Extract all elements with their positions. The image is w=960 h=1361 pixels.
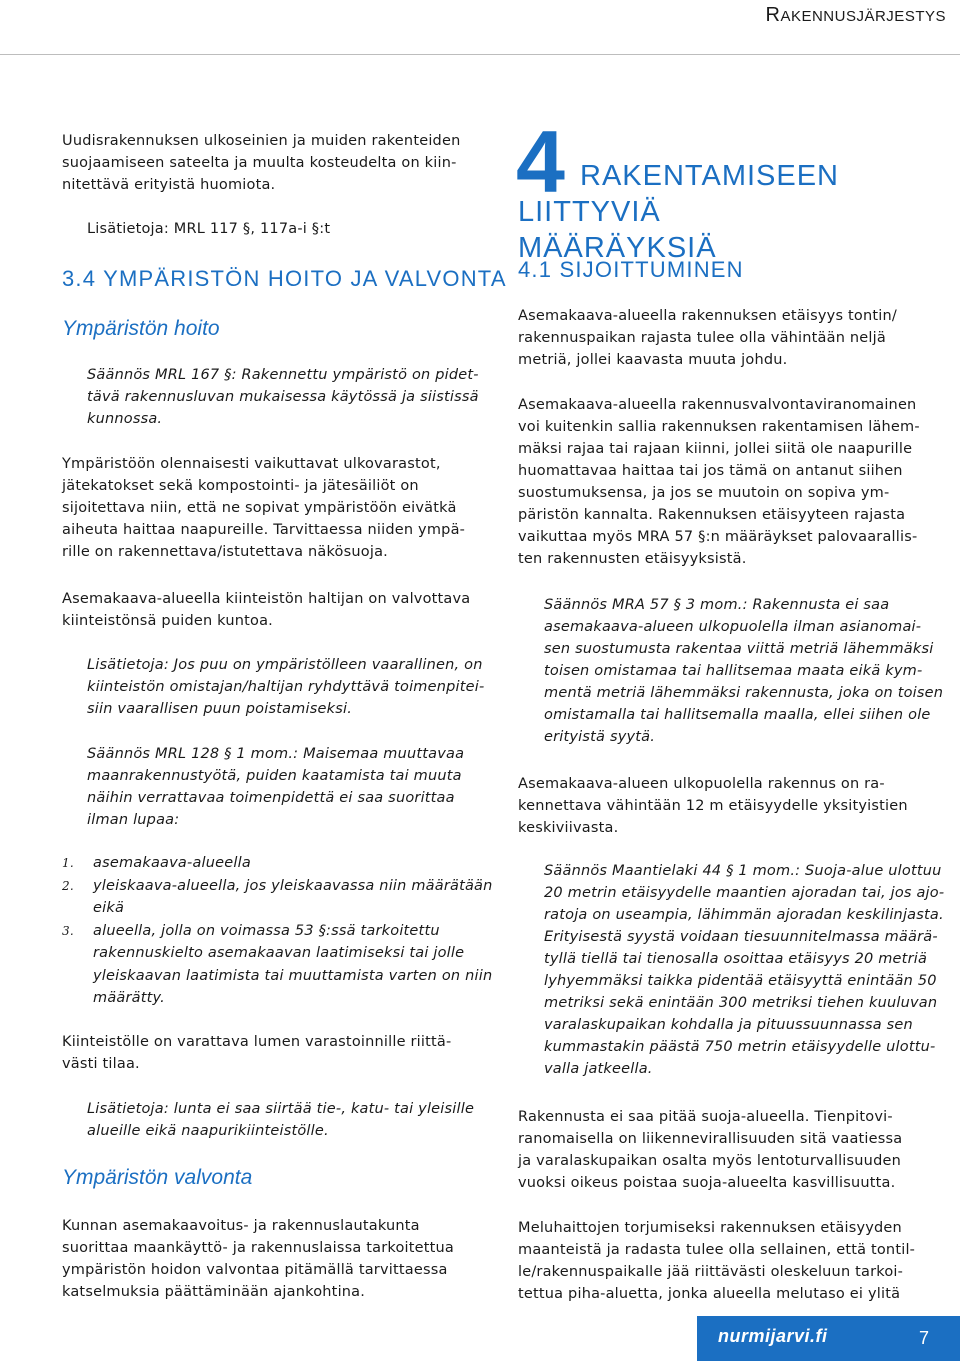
info-moisture: Lisätietoja: MRL 117 §, 117a-i §:t bbox=[87, 221, 331, 237]
paragraph-protection-zone: Rakennusta ei saa pitää suoja-alueella. Tienpitovi- ranomaisella on liikennevirallisuuden sitä vaatiessa ja varalaskupaikan osalta myös lentoturvallisuuden vuoksi oikeus poistaa suoja-alueelta kasvillisuutta. bbox=[518, 1109, 903, 1191]
section-heading-3-4: 3.4 YMPÄRISTÖN HOITO JA VALVONTA bbox=[62, 266, 507, 291]
paragraph-supervision: Kunnan asemakaavoitus- ja rakennuslautakunta suorittaa maankäyttö- ja rakennuslaissa tarkoitettua ympäristön hoidon valvontaa pitämällä tarvittaessa katselmuksia päättäminään ajankohtina. bbox=[62, 1218, 455, 1300]
chapter-title: RAKENTAMISEEN LIITTYVIÄ MÄÄRÄYKSIÄ bbox=[518, 160, 840, 264]
paragraph-building-control: Asemakaava-alueella rakennusvalvontaviranomainen voi kuitenkin sallia rakennuksen rakentamisen lähem- mäksi rajaa tai rajaan kiinni, jollei siitä ole naapurille huomattavaa haittaa tai jos tämä on antanut siihen suostumuksensa, ja jos se muutoin on sopiva ym- päristön kannalta. Rakennuksen etäisyyteen rajasta vaikuttaa myös MRA 57 §:n määräykset palovaarallis- ten rakennusten etäisyyksistä. bbox=[518, 397, 920, 567]
running-header-initial: R bbox=[765, 4, 781, 26]
list-item-number: 3. bbox=[62, 923, 74, 938]
paragraph-moisture: Uudisrakennuksen ulkoseinien ja muiden rakenteiden suojaamiseen sateelta ja muulta kosteudelta on kiin- nitettävä erityistä huomiota. bbox=[62, 133, 461, 193]
paragraph-boundary-distance: Asemakaava-alueella rakennuksen etäisyys tontin/ rakennuspaikan rajasta tulee olla vähintään neljä metriä, jollei kaavasta muuta johdu. bbox=[518, 308, 897, 368]
list-item bbox=[62, 852, 502, 875]
paragraph-snow-storage: Kiinteistölle on varattava lumen varastoinnille riittä- västi tilaa. bbox=[62, 1034, 452, 1072]
header-divider bbox=[0, 54, 960, 55]
info-dangerous-tree: Lisätietoja: Jos puu on ympäristölleen vaarallinen, on kiinteistön omistajan/haltijan ryhdyttävä toimenpitei- siin vaarallisen puun poistamiseksi. bbox=[87, 657, 485, 717]
paragraph-trees: Asemakaava-alueella kiinteistön haltijan on valvottava kiinteistönsä puiden kuntoa. bbox=[62, 591, 471, 629]
regulation-mrl-128: Säännös MRL 128 § 1 mom.: Maisemaa muuttavaa maanrakennustyötä, puiden kaatamista tai muuta näihin verrattavaa toimenpidettä ei saa suorittaa ilman lupaa: bbox=[87, 746, 465, 828]
regulation-mrl-167: Säännös MRL 167 §: Rakennettu ympäristö on pidet- tävä rakennusluvan mukaisessa käytössä ja siistissä kunnossa. bbox=[87, 367, 479, 427]
paragraph-noise: Meluhaittojen torjumiseksi rakennuksen etäisyyden maanteistä ja radasta tulee olla sellainen, että tontil- le/rakennuspaikalle jää riittävästi oleskeluun tarkoi- tettua piha-aluetta, jonka alueella melutaso ei ylitä bbox=[518, 1220, 916, 1302]
list-item-text: yleiskaava-alueella, jos yleiskaavassa niin määrätään eikä bbox=[93, 877, 493, 916]
info-snow-moving: Lisätietoja: lunta ei saa siirtää tie-, katu- tai yleisille alueille eikä naapurikiinteistölle. bbox=[87, 1101, 475, 1139]
regulation-mra-57: Säännös MRA 57 § 3 mom.: Rakennusta ei saa asemakaava-alueen ulkopuolella ilman asianomai- sen suostumusta rakentaa viittä metriä lähemmäksi toisen omistamaa tai hallitsemaa maata eikä kym- mentä metriä lähemmäksi rakennusta, joka on toisen omistamalla tai hallitsemalla maalla, ellei siihen ole erityistä syytä. bbox=[544, 597, 944, 745]
footer-website-link[interactable]: nurmijarvi.fi bbox=[718, 1326, 828, 1346]
list-item-number: 2. bbox=[62, 878, 74, 893]
subheading-environment-care: Ympäristön hoito bbox=[62, 317, 220, 340]
permit-required-list bbox=[62, 852, 502, 1010]
list-item-number: 1. bbox=[62, 856, 74, 870]
list-item-text: alueella, jolla on voimassa 53 §:ssä tarkoitettu rakennuskielto asemakaavan laatimiseksi tai jolle yleiskaavan laatimista tai muuttamista varten on niin määrätty. bbox=[93, 922, 493, 1006]
paragraph-outdoor-storage: Ympäristöön olennaisesti vaikuttavat ulkovarastot, jätekatokset sekä kompostointi- ja jätesäiliöt on sijoitettava niin, että ne sopivat ympäristöön eivätkä aiheuta haittaa naapureille. Tarvittaessa niiden ympä- rille on rakennettava/istutettava näkösuoja. bbox=[62, 456, 466, 560]
regulation-road-act-44: Säännös Maantielaki 44 § 1 mom.: Suoja-alue ulottuu 20 metrin etäisyydelle maantien ajoradan tai, jos ajo- ratoja on useampia, lähimmän ajoradan keskilinjasta. Erityisestä syystä voidaan tiesuunnitelmassa määrä- tyllä tiellä tai tienosalla osoittaa etäisyys 20 metriä lyhyemmäksi taikka pidentää etäisyyttä enintään 50 metriksi sekä enintään 300 metriksi tiehen kuuluvan varalaskupaikan kohdalla ja pituussuunnassa sen kummastakin päästä 750 metrin etäisyydelle ulottu- valla jatkeella. bbox=[544, 863, 945, 1077]
page-number: 7 bbox=[919, 1328, 930, 1348]
list-item-text: asemakaava-alueella bbox=[93, 855, 251, 871]
section-heading-4-1: 4.1 SIJOITTUMINEN bbox=[518, 257, 744, 282]
paragraph-private-road-distance: Asemakaava-alueen ulkopuolella rakennus on ra- kennettava vähintään 12 m etäisyydelle yksityistien keskiviivasta. bbox=[518, 776, 908, 836]
running-header-rest: AKENNUSJÄRJESTYS bbox=[780, 8, 946, 25]
chapter-number: 4 bbox=[516, 112, 565, 211]
subheading-environment-supervision: Ympäristön valvonta bbox=[62, 1166, 253, 1189]
list-item bbox=[62, 920, 502, 1010]
list-item bbox=[62, 875, 502, 920]
running-header bbox=[766, 4, 947, 27]
